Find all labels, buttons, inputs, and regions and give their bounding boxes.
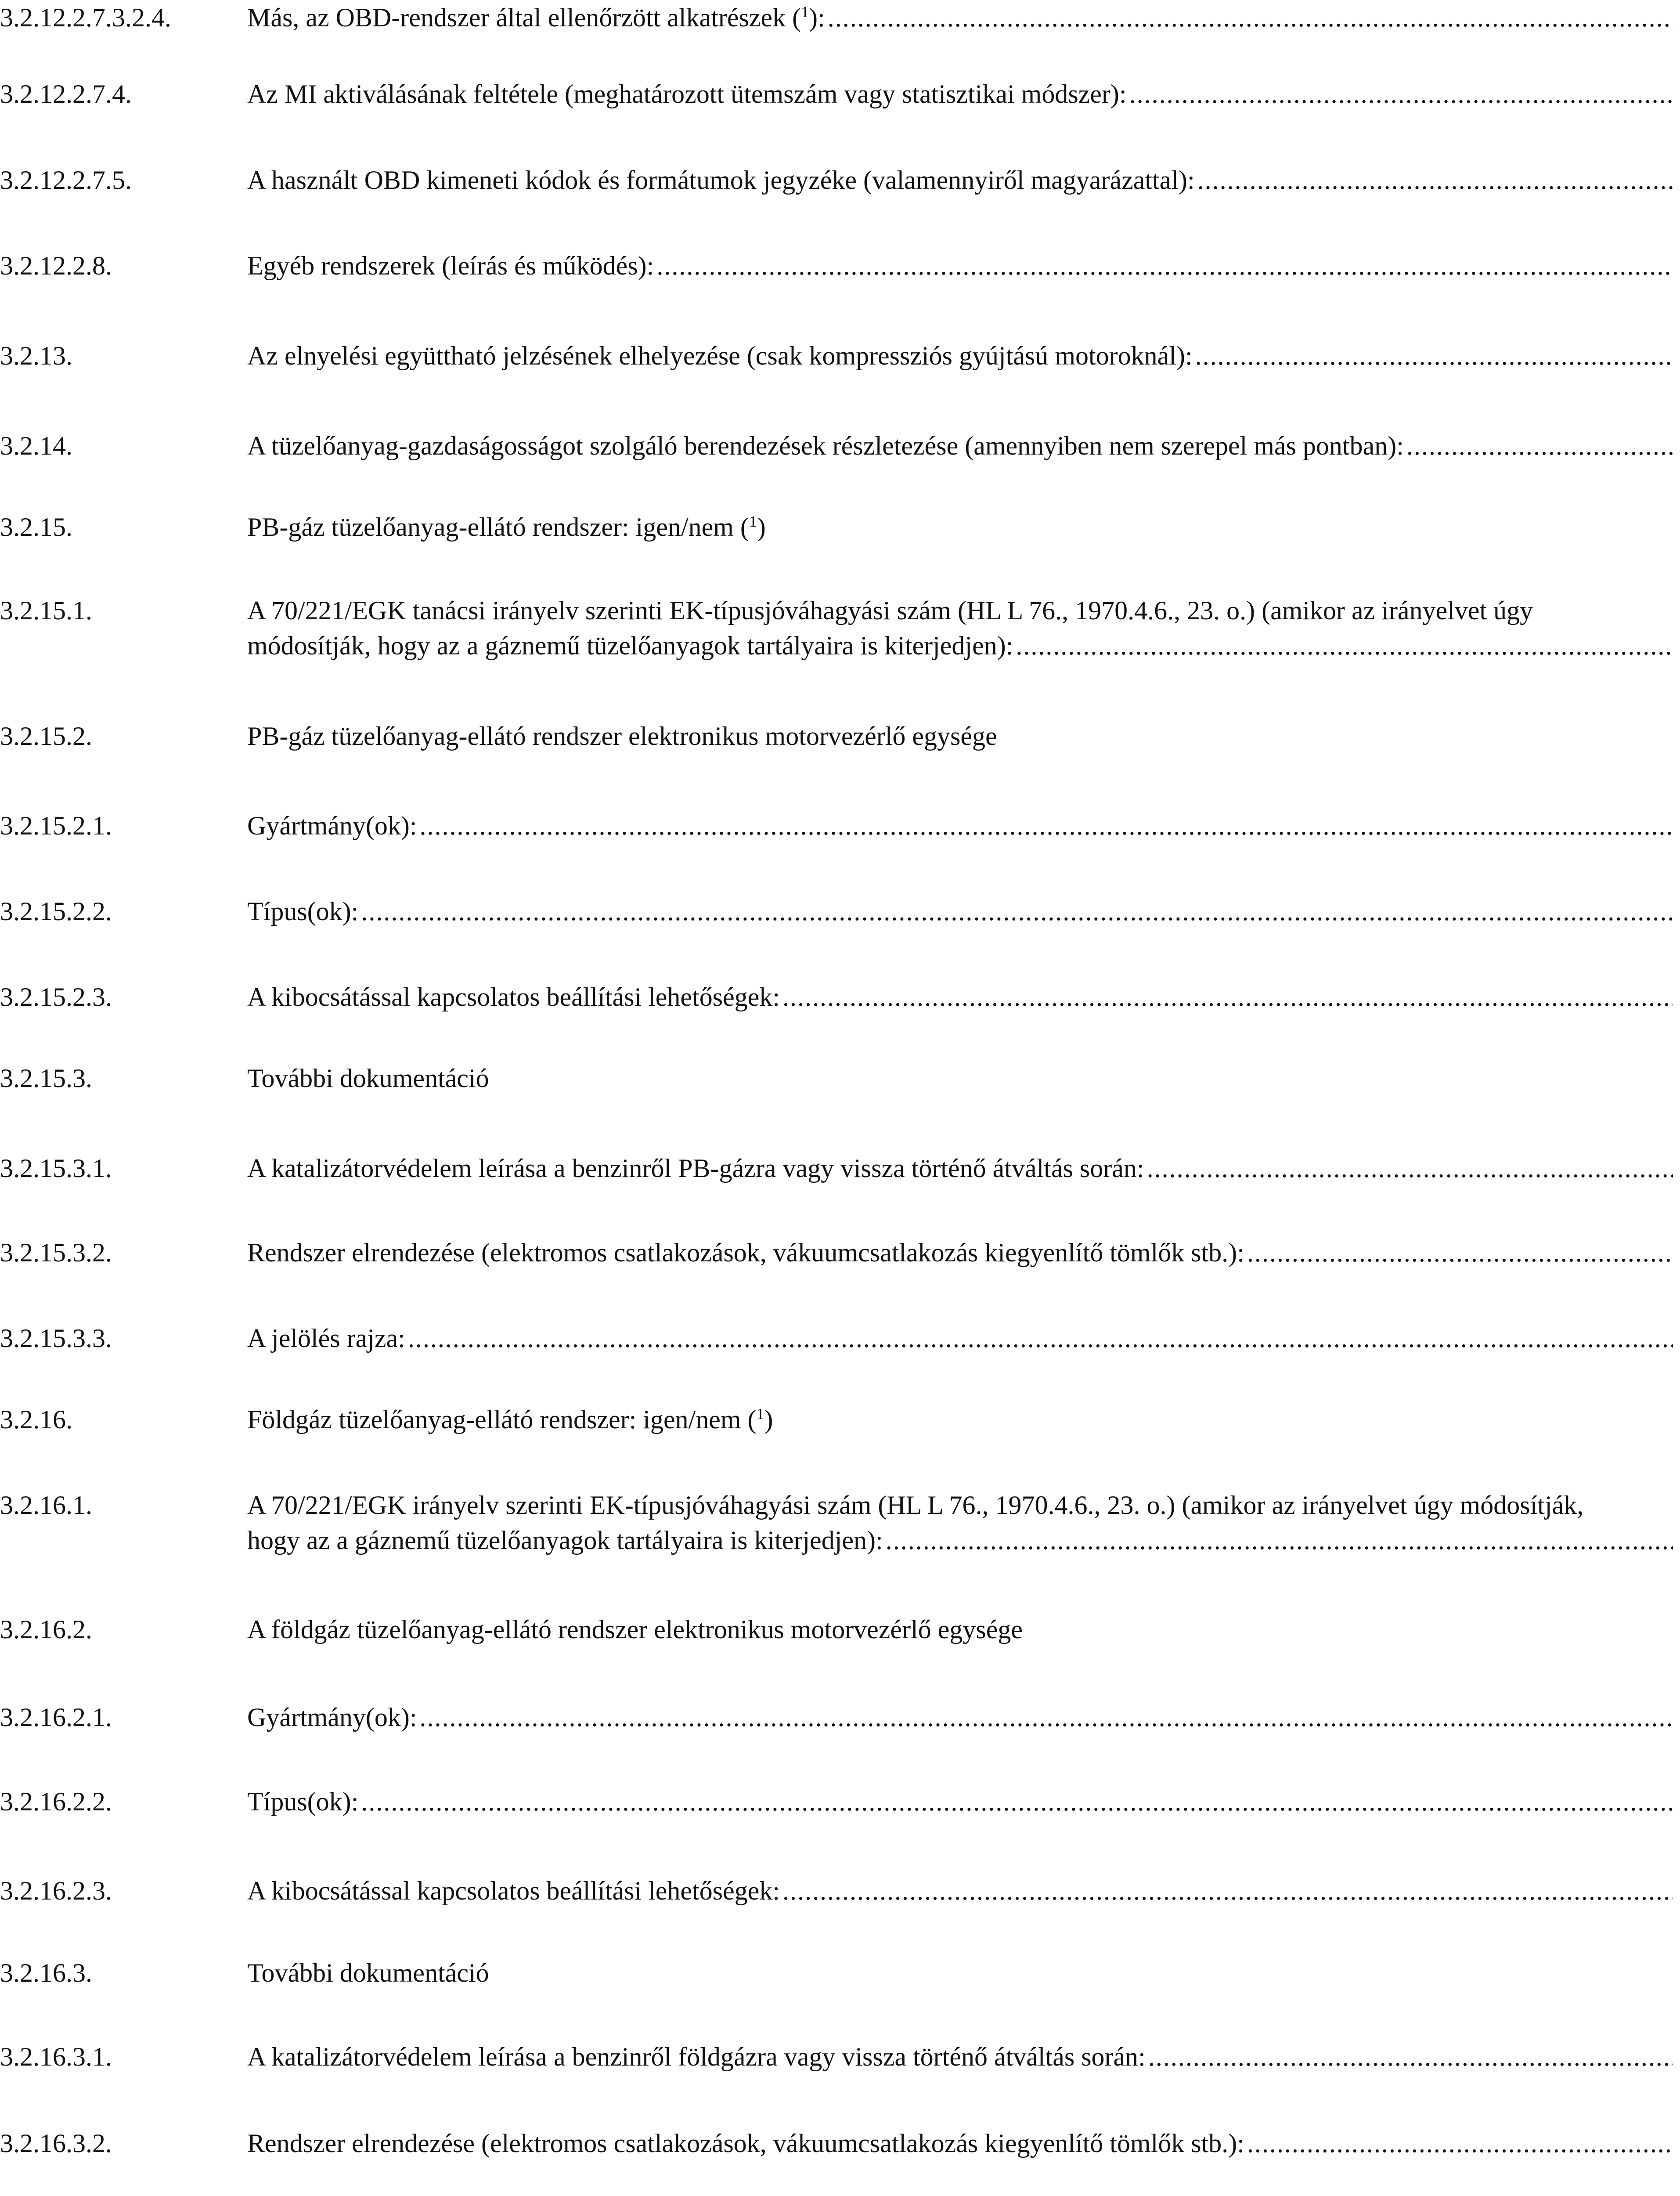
section-number: 3.2.15.2.2. bbox=[0, 897, 112, 926]
section-number: 3.2.12.2.7.5. bbox=[0, 166, 132, 195]
field-line bbox=[247, 76, 1673, 112]
field-label: A katalizátorvédelem leírása a benzinről PB-gázra vagy vissza történő átváltás során: bbox=[247, 1154, 1144, 1183]
section-number: 3.2.15.2.1. bbox=[0, 811, 112, 840]
footnote-ref: 1 bbox=[749, 513, 757, 530]
dot-leader[interactable] bbox=[886, 1523, 1673, 1558]
field-label: A használt OBD kimeneti kódok és formátumok jegyzéke (valamennyiről magyarázattal): bbox=[247, 166, 1195, 195]
field-line bbox=[247, 979, 1673, 1015]
section-number: 3.2.12.2.7.3.2.4. bbox=[0, 3, 171, 32]
field-label: Más, az OBD-rendszer által ellenőrzött alkatrészek ($^1$): bbox=[247, 3, 825, 32]
field-line bbox=[247, 338, 1673, 373]
section-number: 3.2.14. bbox=[0, 431, 72, 460]
field-label: Az MI aktiválásának feltétele (meghatározott ütemszám vagy statisztikai módszer): bbox=[247, 79, 1127, 108]
section-number: 3.2.15.3. bbox=[0, 1064, 92, 1093]
field-label: Földgáz tüzelőanyag-ellátó rendszer: igen/nem ($^1$) bbox=[247, 1405, 773, 1434]
section-number: 3.2.16.1. bbox=[0, 1491, 92, 1520]
field-label: Típus(ok): bbox=[247, 1787, 359, 1816]
field-line bbox=[247, 1523, 1673, 1558]
section-number: 3.2.15.2. bbox=[0, 722, 92, 751]
dot-leader[interactable] bbox=[1148, 2039, 1673, 2074]
field-line bbox=[247, 1151, 1673, 1186]
field-label: Az elnyelési együttható jelzésének elhelyezése (csak kompressziós gyújtású motoroknál): bbox=[247, 341, 1193, 370]
section-number: 3.2.13. bbox=[0, 341, 72, 370]
field-label: Rendszer elrendezése (elektromos csatlakozások, vákuumcsatlakozás kiegyenlítő tömlők stb.): bbox=[247, 1238, 1244, 1267]
field-line bbox=[247, 1235, 1673, 1270]
dot-leader[interactable] bbox=[1195, 338, 1673, 373]
dot-leader[interactable] bbox=[1247, 2126, 1673, 2161]
section-number: 3.2.16.2. bbox=[0, 1615, 92, 1644]
field-block bbox=[247, 593, 1673, 663]
section-number: 3.2.16.3.2. bbox=[0, 2129, 112, 2158]
field-line bbox=[247, 1321, 1673, 1356]
field-line bbox=[247, 1700, 1673, 1735]
dot-leader[interactable] bbox=[361, 1784, 1673, 1819]
footnote-ref: 1 bbox=[801, 3, 809, 21]
dot-leader[interactable] bbox=[656, 248, 1673, 283]
field-label-line: A 70/221/EGK tanácsi irányelv szerinti EK-típusjóváhagyási szám (HL L 76., 1970.4.6., 23. o.) (amikor az irányelvet úgy bbox=[247, 596, 1533, 625]
section-number: 3.2.16.2.2. bbox=[0, 1787, 112, 1816]
footnote-ref: 1 bbox=[756, 1405, 764, 1423]
field-label: PB-gáz tüzelőanyag-ellátó rendszer elektronikus motorvezérlő egysége bbox=[247, 722, 997, 751]
dot-leader[interactable] bbox=[1406, 428, 1673, 463]
dot-leader[interactable] bbox=[1016, 628, 1673, 663]
field-label: Típus(ok): bbox=[247, 897, 359, 926]
section-number: 3.2.12.2.8. bbox=[0, 251, 112, 280]
dot-leader[interactable] bbox=[408, 1321, 1673, 1356]
field-line bbox=[247, 0, 1673, 35]
field-label: Gyártmány(ok): bbox=[247, 811, 417, 840]
field-label: Egyéb rendszerek (leírás és működés): bbox=[247, 251, 654, 280]
field-line bbox=[247, 248, 1673, 283]
field-label: A tüzelőanyag-gazdaságosságot szolgáló berendezések részletezése (amennyiben nem szerepel más pontban): bbox=[247, 431, 1404, 460]
section-number: 3.2.15.3.2. bbox=[0, 1238, 112, 1267]
field-line bbox=[247, 2126, 1673, 2161]
section-number: 3.2.16.3. bbox=[0, 1958, 92, 1987]
field-line bbox=[247, 628, 1673, 663]
dot-leader[interactable] bbox=[420, 808, 1673, 843]
section-number: 3.2.12.2.7.4. bbox=[0, 79, 132, 108]
field-label: PB-gáz tüzelőanyag-ellátó rendszer: igen/nem ($^1$) bbox=[247, 513, 766, 542]
section-number: 3.2.15.3.3. bbox=[0, 1324, 112, 1353]
section-number: 3.2.16.2.1. bbox=[0, 1703, 112, 1732]
section-number: 3.2.15.2.3. bbox=[0, 982, 112, 1011]
dot-leader[interactable] bbox=[1147, 1151, 1673, 1186]
field-label-line: A 70/221/EGK irányelv szerinti EK-típusjóváhagyási szám (HL L 76., 1970.4.6., 23. o.) (amikor az irányelvet úgy módosítják, bbox=[247, 1491, 1584, 1520]
field-label: módosítják, hogy az a gáznemű tüzelőanyagok tartályaira is kiterjedjen): bbox=[247, 631, 1013, 660]
section-number: 3.2.16.2.3. bbox=[0, 1876, 112, 1905]
field-label: A kibocsátással kapcsolatos beállítási lehetőségek: bbox=[247, 982, 780, 1011]
field-line bbox=[247, 894, 1673, 929]
dot-leader[interactable] bbox=[1129, 76, 1673, 112]
field-label: További dokumentáció bbox=[247, 1064, 489, 1093]
field-label: További dokumentáció bbox=[247, 1958, 489, 1987]
field-label: A földgáz tüzelőanyag-ellátó rendszer elektronikus motorvezérlő egysége bbox=[247, 1615, 1023, 1644]
field-label: hogy az a gáznemű tüzelőanyagok tartályaira is kiterjedjen): bbox=[247, 1526, 883, 1555]
field-line bbox=[247, 1873, 1673, 1908]
field-label: Gyártmány(ok): bbox=[247, 1703, 417, 1732]
field-block bbox=[247, 1488, 1673, 1558]
dot-leader[interactable] bbox=[361, 894, 1673, 929]
section-number: 3.2.15.3.1. bbox=[0, 1154, 112, 1183]
section-number: 3.2.15. bbox=[0, 513, 72, 542]
dot-leader[interactable] bbox=[1247, 1235, 1673, 1270]
dot-leader[interactable] bbox=[782, 1873, 1673, 1908]
section-number: 3.2.16.3.1. bbox=[0, 2042, 112, 2071]
field-line bbox=[247, 163, 1673, 198]
dot-leader[interactable] bbox=[782, 979, 1673, 1015]
field-line bbox=[247, 808, 1673, 843]
dot-leader[interactable] bbox=[828, 0, 1673, 35]
field-label: Rendszer elrendezése (elektromos csatlakozások, vákuumcsatlakozás kiegyenlítő tömlők stb.): bbox=[247, 2129, 1244, 2158]
field-line bbox=[247, 2039, 1673, 2074]
dot-leader[interactable] bbox=[1197, 163, 1673, 198]
section-number: 3.2.15.1. bbox=[0, 596, 92, 625]
field-label: A katalizátorvédelem leírása a benzinről földgázra vagy vissza történő átváltás során: bbox=[247, 2042, 1146, 2071]
field-label: A kibocsátással kapcsolatos beállítási lehetőségek: bbox=[247, 1876, 780, 1905]
field-line bbox=[247, 428, 1673, 463]
field-label: A jelölés rajza: bbox=[247, 1324, 405, 1353]
section-number: 3.2.16. bbox=[0, 1405, 72, 1434]
field-line bbox=[247, 1784, 1673, 1819]
dot-leader[interactable] bbox=[420, 1700, 1673, 1735]
